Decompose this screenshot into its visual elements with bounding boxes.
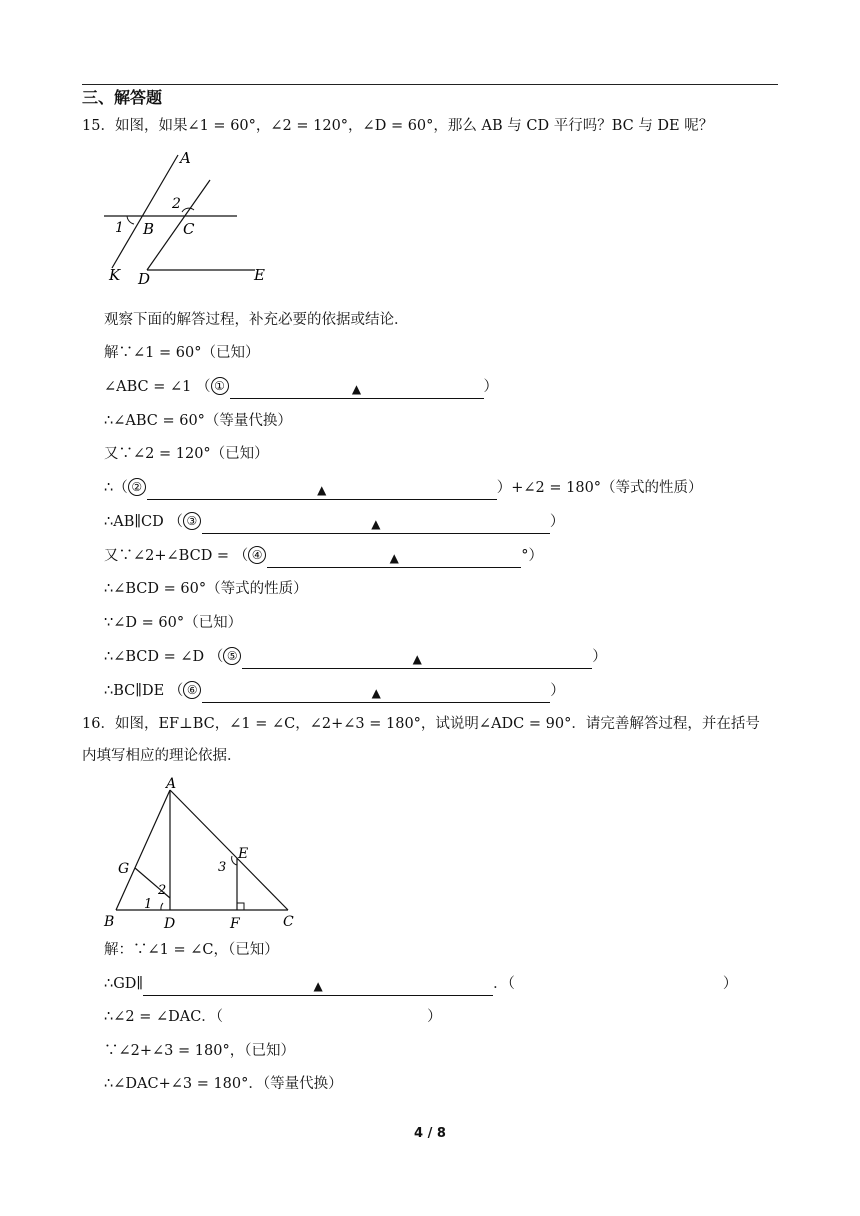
q16-figure bbox=[100, 772, 300, 934]
q16-label-d: D bbox=[164, 916, 176, 932]
q15-label-k: K bbox=[109, 266, 121, 284]
q16-question-line1: 16．如图，EF⊥BC，∠1 = ∠C，∠2+∠3 = 180°，试说明∠ADC = 90°．请完善解答过程，并在括号 bbox=[82, 716, 760, 732]
q15-line-ka bbox=[112, 155, 178, 268]
blank-5[interactable] bbox=[242, 651, 592, 669]
q15-label-c: C bbox=[183, 220, 195, 238]
q15-intro: 观察下面的解答过程，补充必要的依据或结论． bbox=[104, 312, 409, 328]
triangle-marker: ▲ bbox=[371, 686, 381, 700]
blank-7[interactable] bbox=[143, 978, 493, 996]
triangle-marker: ▲ bbox=[313, 979, 323, 993]
q15-line-4: 又∵∠2 = 120°（已知） bbox=[104, 446, 269, 462]
q16-label-g: G bbox=[118, 861, 130, 877]
triangle-marker: ▲ bbox=[389, 551, 399, 565]
page-number: 4 / 8 bbox=[414, 1126, 446, 1141]
q15-figure bbox=[100, 150, 280, 290]
triangle-marker: ▲ bbox=[351, 382, 362, 396]
blank-4[interactable] bbox=[267, 550, 521, 568]
q15-line-7: 又∵∠2+∠BCD = （ ④ ▲ °） bbox=[104, 546, 543, 566]
q15-line-10: ∴∠BCD = ∠D （ ⑤ ▲ ） bbox=[104, 647, 607, 667]
triangle-marker: ▲ bbox=[317, 483, 327, 497]
q16-line-3: ∴∠2 = ∠DAC．（ ） bbox=[104, 1009, 442, 1025]
section-title: 三、解答题 bbox=[82, 88, 163, 107]
q15-line-3: ∴∠ABC = 60°（等量代换） bbox=[104, 413, 292, 429]
circled-5: ⑤ bbox=[223, 647, 241, 665]
blank-6[interactable] bbox=[202, 685, 550, 703]
q15-label-d: D bbox=[138, 270, 151, 288]
q15-line-9: ∵∠D = 60°（已知） bbox=[104, 615, 243, 631]
q15-angle1-arc bbox=[127, 216, 134, 224]
q16-label-2: 2 bbox=[158, 883, 167, 898]
q15-label-b: B bbox=[143, 220, 155, 238]
q16-label-f: F bbox=[230, 916, 240, 932]
q15-question: 15．如图，如果∠1 = 60°，∠2 = 120°，∠D = 60°，那么 AB 与 CD 平行吗？BC 与 DE 呢？ bbox=[82, 118, 714, 134]
q15-line-11: ∴BC∥DE （ ⑥ ▲ ） bbox=[104, 681, 565, 701]
blank-2[interactable] bbox=[147, 482, 497, 500]
q15-line-5: ∴（ ② ▲ ）+∠2 = 180°（等式的性质） bbox=[104, 478, 703, 498]
q16-line-2: ∴GD∥ ▲ ．（ ） bbox=[104, 974, 737, 994]
q16-line-4: ∵∠2+∠3 = 180°，（已知） bbox=[104, 1043, 295, 1059]
q15-line-6: ∴AB∥CD （ ③ ▲ ） bbox=[104, 512, 564, 532]
q15-label-e: E bbox=[254, 266, 265, 284]
q15-line-cd bbox=[147, 180, 210, 270]
triangle-marker: ▲ bbox=[412, 652, 422, 666]
header-rule bbox=[82, 84, 778, 85]
q15-label-a: A bbox=[180, 150, 191, 167]
circled-4: ④ bbox=[248, 546, 266, 564]
circled-2: ② bbox=[128, 478, 146, 496]
q16-label-b: B bbox=[104, 914, 115, 930]
q16-label-e: E bbox=[238, 846, 249, 862]
q16-label-1: 1 bbox=[144, 897, 153, 912]
q16-right-angle-mark bbox=[237, 903, 244, 910]
q16-line-5: ∴∠DAC+∠3 = 180°．（等量代换） bbox=[104, 1076, 343, 1092]
circled-6: ⑥ bbox=[183, 681, 201, 699]
triangle-marker: ▲ bbox=[371, 517, 381, 531]
blank-3[interactable] bbox=[202, 516, 550, 534]
q16-angle1-arc bbox=[161, 903, 163, 910]
q16-line-ac bbox=[170, 790, 288, 910]
circled-3: ③ bbox=[183, 512, 201, 530]
q16-line-1: 解：∵∠1 = ∠C，（已知） bbox=[104, 942, 279, 958]
q15-line-8: ∴∠BCD = 60°（等式的性质） bbox=[104, 581, 308, 597]
q16-question-line2: 内填写相应的理论依据． bbox=[82, 748, 242, 764]
q16-label-3: 3 bbox=[218, 860, 227, 875]
blank-1[interactable] bbox=[230, 381, 484, 399]
q15-label-2: 2 bbox=[172, 196, 181, 212]
circled-1: ① bbox=[211, 377, 229, 395]
q15-line-2: ∠ABC = ∠1 （ ① ▲ ） bbox=[104, 377, 498, 397]
q16-label-c: C bbox=[283, 914, 294, 930]
q15-label-1: 1 bbox=[115, 220, 124, 236]
q16-label-a: A bbox=[166, 776, 177, 792]
q15-line-1: 解∵∠1 = 60°（已知） bbox=[104, 345, 260, 361]
